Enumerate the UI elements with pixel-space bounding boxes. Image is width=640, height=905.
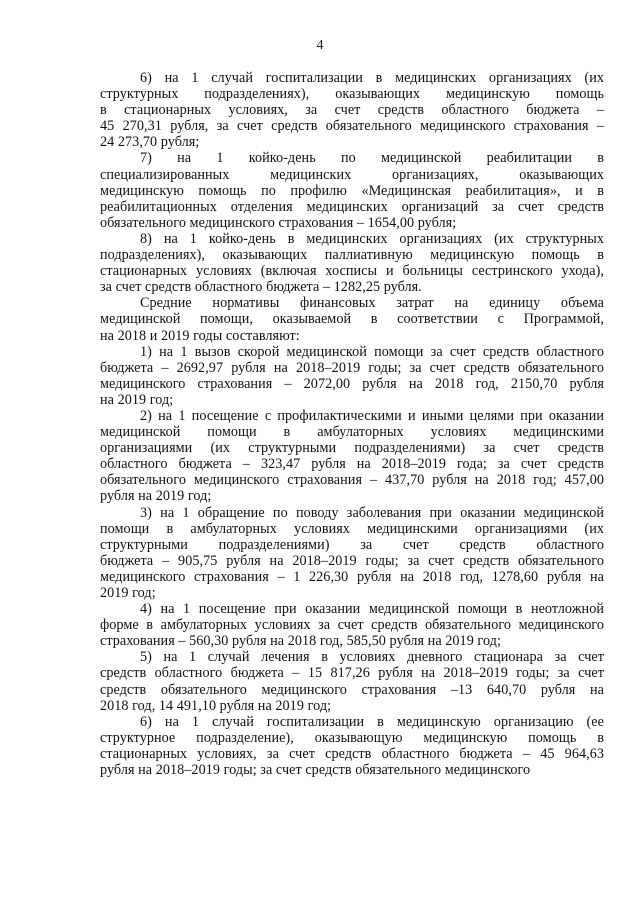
paragraph bbox=[100, 714, 604, 778]
text-line: стационарных условиях, за счет средств областного бюджета – 45 964,63 bbox=[100, 745, 604, 762]
text-line: подразделениях), оказывающих паллиативную медицинскую помощь в bbox=[100, 247, 604, 264]
text-line: обязательного медицинского страхования – 437,70 рубля на 2018 год; 457,00 bbox=[100, 472, 604, 489]
text-line: областного бюджета – 323,47 рубля на 2018–2019 года; за счет средств bbox=[100, 456, 604, 473]
text-line: 4) на 1 посещение при оказании медицинской помощи в неотложной bbox=[140, 601, 604, 618]
text-line: за счет средств областного бюджета – 1282,25 рубля. bbox=[100, 279, 422, 296]
text-line: на 2018 и 2019 годы составляют: bbox=[100, 327, 300, 344]
text-line: медицинской помощи в амбулаторных условиях медицинскими bbox=[100, 424, 604, 441]
paragraph bbox=[100, 150, 604, 230]
paragraph bbox=[100, 601, 604, 649]
paragraph bbox=[100, 70, 604, 150]
text-line: 2019 год; bbox=[100, 585, 156, 601]
text-line: структурное подразделение), оказывающую медицинскую помощь в bbox=[100, 729, 604, 746]
text-line: бюджета – 905,75 рубля на 2018–2019 годы; за счет средств обязательного bbox=[100, 552, 604, 569]
text-line: 3) на 1 обращение по поводу заболевания при оказании медицинской bbox=[140, 504, 604, 521]
text-line: Средние нормативы финансовых затрат на единицу объема bbox=[140, 295, 604, 312]
text-line: медицинского страхования – 2072,00 рубля на 2018 год, 2150,70 рубля bbox=[100, 375, 604, 392]
text-line: 45 270,31 рубля, за счет средств обязательного медицинского страхования – bbox=[100, 118, 604, 135]
text-line: в стационарных условиях, за счет средств областного бюджета – bbox=[100, 102, 604, 119]
text-line: 5) на 1 случай лечения в условиях дневного стационара за счет bbox=[140, 649, 604, 666]
text-line: стационарных условиях (включая хосписы и больницы сестринского ухода), bbox=[100, 263, 604, 280]
text-line: страхования – 560,30 рубля на 2018 год, 585,50 рубля на 2019 год; bbox=[100, 633, 501, 650]
text-line: 2018 год, 14 491,10 рубля на 2019 год; bbox=[100, 697, 332, 714]
text-line: на 2019 год; bbox=[100, 391, 174, 408]
text-line: помощи в амбулаторных условиях медицинскими организациями (их bbox=[100, 520, 604, 537]
text-line: 6) на 1 случай госпитализации в медицинскую организацию (ее bbox=[140, 713, 604, 730]
text-line: средств обязательного медицинского страхования –13 640,70 рубля на bbox=[100, 681, 604, 698]
text-line: 7) на 1 койко-день по медицинской реабилитации в bbox=[140, 150, 604, 167]
text-line: рубля на 2018–2019 годы; за счет средств обязательного медицинского bbox=[100, 762, 531, 779]
text-line: рубля на 2019 год; bbox=[100, 488, 212, 505]
text-line: 1) на 1 вызов скорой медицинской помощи за счет средств областного bbox=[140, 343, 604, 360]
text-line: форме в амбулаторных условиях за счет средств обязательного медицинского bbox=[100, 617, 604, 634]
text-line: обязательного медицинского страхования – 1654,00 рубля; bbox=[100, 214, 457, 231]
text-line: организациями (их структурными подразделениями) за счет средств bbox=[100, 440, 604, 457]
text-line: средств областного бюджета – 15 817,26 рубля на 2018–2019 годы; за счет bbox=[100, 665, 604, 682]
text-line: 24 273,70 рубля; bbox=[100, 134, 200, 151]
paragraph bbox=[100, 505, 604, 602]
text-line: реабилитационных отделения медицинских организаций за счет средств bbox=[100, 198, 604, 215]
paragraph bbox=[100, 408, 604, 505]
text-line: 2) на 1 посещение с профилактическими и иными целями при оказании bbox=[140, 407, 604, 424]
text-line: 8) на 1 койко-день в медицинских организациях (их структурных bbox=[140, 230, 604, 247]
text-line: структурными подразделениями) за счет средств областного bbox=[100, 536, 604, 553]
text-line: структурных подразделениях), оказывающих медицинскую помощь bbox=[100, 86, 604, 103]
page-number: 4 bbox=[316, 38, 324, 53]
text-line: медицинскую помощь по профилю «Медицинская реабилитация», и в bbox=[100, 182, 604, 199]
paragraph bbox=[100, 344, 604, 408]
paragraph bbox=[100, 295, 604, 343]
body-text bbox=[100, 70, 604, 778]
paragraph bbox=[100, 649, 604, 713]
text-line: специализированных медицинских организациях, оказывающих bbox=[100, 166, 604, 183]
paragraph bbox=[100, 231, 604, 295]
text-line: бюджета – 2692,97 рубля на 2018–2019 годы; за счет средств обязательного bbox=[100, 359, 604, 376]
text-line: медицинского страхования – 1 226,30 рубля на 2018 год, 1278,60 рубля на bbox=[100, 568, 604, 585]
text-line: 6) на 1 случай госпитализации в медицинских организациях (их bbox=[140, 70, 604, 86]
text-line: медицинской помощи, оказываемой в соответствии с Программой, bbox=[100, 311, 604, 328]
